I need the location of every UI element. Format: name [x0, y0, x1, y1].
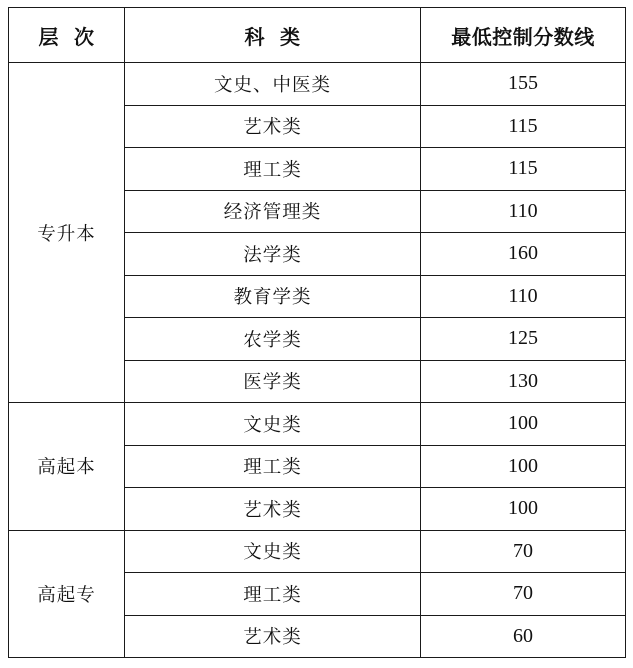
score-cell: 160	[421, 233, 626, 276]
score-cell: 70	[421, 530, 626, 573]
category-cell: 艺术类	[125, 105, 421, 148]
level-cell: 高起本	[9, 403, 125, 531]
category-cell: 文史类	[125, 530, 421, 573]
score-cell: 100	[421, 445, 626, 488]
score-cell: 70	[421, 573, 626, 616]
score-cell: 60	[421, 615, 626, 658]
category-cell: 理工类	[125, 445, 421, 488]
score-cell: 100	[421, 403, 626, 446]
score-table	[8, 7, 626, 658]
score-cell: 110	[421, 190, 626, 233]
header-row	[9, 8, 626, 63]
category-cell: 艺术类	[125, 615, 421, 658]
header-category: 科 类	[125, 8, 421, 63]
category-cell: 艺术类	[125, 488, 421, 531]
score-cell: 115	[421, 148, 626, 191]
table-header	[9, 8, 626, 63]
category-cell: 医学类	[125, 360, 421, 403]
score-cell: 155	[421, 63, 626, 106]
table-body	[9, 63, 626, 658]
header-level: 层 次	[9, 8, 125, 63]
category-cell: 法学类	[125, 233, 421, 276]
score-cell: 130	[421, 360, 626, 403]
level-cell: 高起专	[9, 530, 125, 658]
category-cell: 农学类	[125, 318, 421, 361]
table-row	[9, 63, 626, 106]
score-cell: 110	[421, 275, 626, 318]
score-cell: 125	[421, 318, 626, 361]
category-cell: 理工类	[125, 573, 421, 616]
category-cell: 文史、中医类	[125, 63, 421, 106]
level-cell: 专升本	[9, 63, 125, 403]
score-cell: 115	[421, 105, 626, 148]
table-row	[9, 530, 626, 573]
category-cell: 文史类	[125, 403, 421, 446]
score-cell: 100	[421, 488, 626, 531]
category-cell: 理工类	[125, 148, 421, 191]
table-row	[9, 403, 626, 446]
category-cell: 经济管理类	[125, 190, 421, 233]
category-cell: 教育学类	[125, 275, 421, 318]
header-score: 最低控制分数线	[421, 8, 626, 63]
